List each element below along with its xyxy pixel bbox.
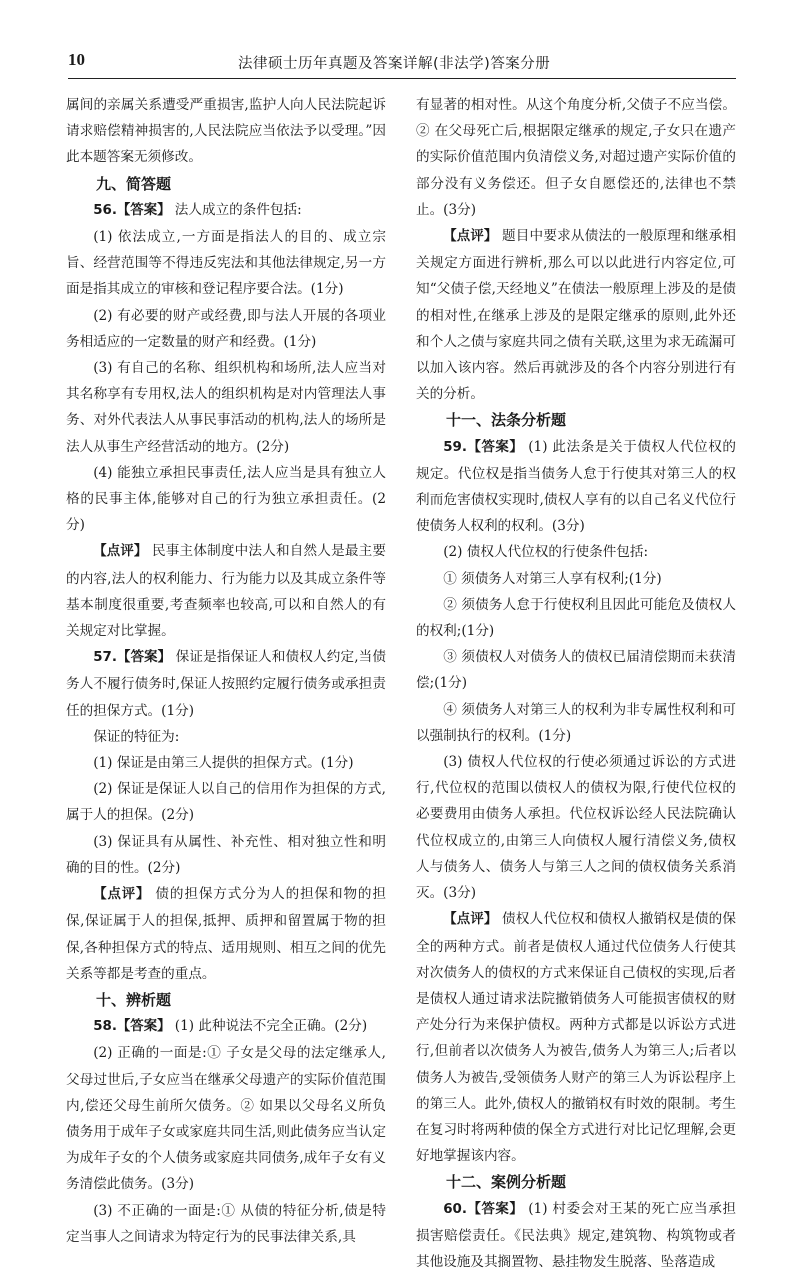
answer-text: (1) 此法条是关于债权人代位权的规定。代位权是指当债务人怠于行使其对第三人的权利而危害债权实现时,债权人享有的以自己名义代位行使债务人权利的权利。(3分) [416,438,736,535]
answer-label: 57.【答案】 [93,650,172,666]
comment-paragraph [66,538,386,644]
list-item: (3) 有自己的名称、组织机构和场所,法人应当对其名称享有专用权,法人的组织机构是对内管理法人事务、对外代表法人从事民事活动的机构,法人的场所是法人从事生产经营活动的地方。(2分) [66,360,386,455]
answer-label: 56.【答案】 [93,202,171,218]
page-header [68,44,736,84]
answer-label: 59.【答案】 [443,439,524,455]
section-heading: 十一、法条分析题 [446,411,567,430]
comment-label: 【点评】 [93,544,148,560]
section-heading: 九、简答题 [96,174,172,193]
comment-text: 民事主体制度中法人和自然人是最主要的内容,法人的权利能力、行为能力以及其成立条件等基本制度很重要,考查频率也较高,可以和自然人的有关规定对比掌握。 [66,543,386,640]
answer-paragraph [66,197,386,224]
paragraph: 有显著的相对性。从这个角度分析,父债子不应当偿。② 在父母死亡后,根据限定继承的规定,子女只在遗产的实际价值范围内负清偿义务,对超过遗产实际价值的部分没有义务偿还。但子女自愿偿还的,法律也不禁止。(3分) [416,97,736,218]
list-item: (3) 不正确的一面是:① 从债的特征分析,债是特定当事人之间请求为特定行为的民事法律关系,具 [66,1202,386,1245]
list-item: (4) 能独立承担民事责任,法人应当是具有独立人格的民事主体,能够对自己的行为独立承担责任。(2分) [66,464,386,534]
list-item: (2) 正确的一面是:① 子女是父母的法定继承人,父母过世后,子女应当在继承父母遗产的实际价值范围内,偿还父母生前所欠债务。② 如果以父母名义所负债务用于成年子女或家庭共同生活,则此债务应当认定为成年子女的个人债务或家庭共同债务,成年子女有义务清偿此债务。(3分) [66,1045,386,1193]
answer-text: (1) 此种说法不完全正确。(2分) [170,1018,368,1035]
section-heading: 十、辨析题 [96,990,172,1009]
answer-paragraph [66,1013,386,1040]
answer-text: 法人成立的条件包括: [170,201,302,218]
list-item: ② 须债务人怠于行使权利且因此可能危及债权人的权利;(1分) [416,596,736,640]
comment-label: 【点评】 [443,229,498,245]
header-rule [68,78,736,79]
answer-paragraph [416,434,736,540]
list-item: (1) 依法成立,一方面是指法人的目的、成立宗旨、经营范围等不得违反宪法和其他法律规定,另一方面是指其成立的审核和登记程序要合法。(1分) [66,229,386,298]
comment-paragraph [416,906,736,1169]
list-item: (3) 债权人代位权的行使必须通过诉讼的方式进行,代位权的范围以债权人的债权为限,行使代位权的必要费用由债务人承担。代位权诉讼经人民法院确认代位权成立的,由第三人向债权人履行清偿义务,债权人与债务人、债务人与第三人之间的债权债务关系消灭。(3分) [416,754,736,902]
list-item: ④ 须债务人对第三人的权利为非专属性权利和可以强制执行的权利。(1分) [416,701,736,744]
left-column [66,92,386,1250]
comment-text: 题目中要求从债法的一般原理和继承相关规定方面进行辨析,那么可以以此进行内容定位,可知“父债子偿,天经地义”在债法一般原理上涉及的是债的相对性,在继承上涉及的是限定继承的原则,此外还和个人之债与家庭共同之债有关联,这里为求无疏漏可以加入该内容。然后再就涉及的各个内容分别进行有关的分析。 [416,228,736,403]
comment-label: 【点评】 [443,912,498,928]
answer-paragraph [416,1196,736,1275]
list-item: (3) 保证具有从属性、补充性、相对独立性和明确的目的性。(2分) [66,833,386,876]
comment-label: 【点评】 [93,887,151,903]
comment-paragraph [416,223,736,407]
answer-text: (1) 村委会对王某的死亡应当承担损害赔偿责任。《民法典》规定,建筑物、构筑物或者其他设施及其搁置物、悬挂物发生脱落、坠落造成 [416,1200,736,1270]
page-number: 10 [68,50,85,69]
comment-paragraph [66,881,386,987]
answer-text: 保证是指保证人和债权人约定,当债务人不履行债务时,保证人按照约定履行债务或承担责任的担保方式。(1分) [66,649,386,719]
answer-label: 58.【答案】 [93,1019,171,1035]
list-item: (2) 债权人代位权的行使条件包括: [443,544,649,561]
comment-text: 债权人代位权和债权人撤销权是债的保全的两种方式。前者是债权人通过代位债务人行使其对次债务人的债权的方式来保证自己债权的实现,后者是债权人通过请求法院撤销债务人可能损害债权的财产处分行为来保护债权。两种方式都是以诉讼方式进行,但前者以次债务人为被告,债务人为第三人;后者以债务人为被告,受领债务人财产的第三人为诉讼程序上的第三人。此外,债权人的撤销权有时效的限制。考生在复习时将两种债的保全方式进行对比记忆理解,会更好地掌握该内容。 [416,911,736,1165]
right-column [416,92,736,1275]
comment-text: 债的担保方式分为人的担保和物的担保,保证属于人的担保,抵押、质押和留置属于物的担保,各种担保方式的特点、适用规则、相互之间的优先关系等都是考查的重点。 [66,886,386,982]
list-item: (2) 有必要的财产或经费,即与法人开展的各项业务相适应的一定数量的财产和经费。(1分) [66,307,386,350]
list-item: (2) 保证是保证人以自己的信用作为担保的方式,属于人的担保。(2分) [66,781,386,824]
answer-label: 60.【答案】 [443,1201,524,1217]
list-item: ③ 须债权人对债务人的债权已届清偿期而未获清偿;(1分) [416,649,736,692]
paragraph: 属间的亲属关系遭受严重损害,监护人向人民法院起诉请求赔偿精神损害的,人民法院应当依法予以受理。”因此本题答案无须修改。 [66,97,386,166]
list-item: (1) 保证是由第三人提供的担保方式。(1分) [93,755,354,772]
answer-paragraph [66,644,386,724]
running-title: 法律硕士历年真题及答案详解(非法学)答案分册 [238,56,551,72]
section-heading: 十二、案例分析题 [446,1173,567,1192]
paragraph: 保证的特征为: [93,728,180,745]
list-item: ① 须债务人对第三人享有权利;(1分) [443,570,662,587]
